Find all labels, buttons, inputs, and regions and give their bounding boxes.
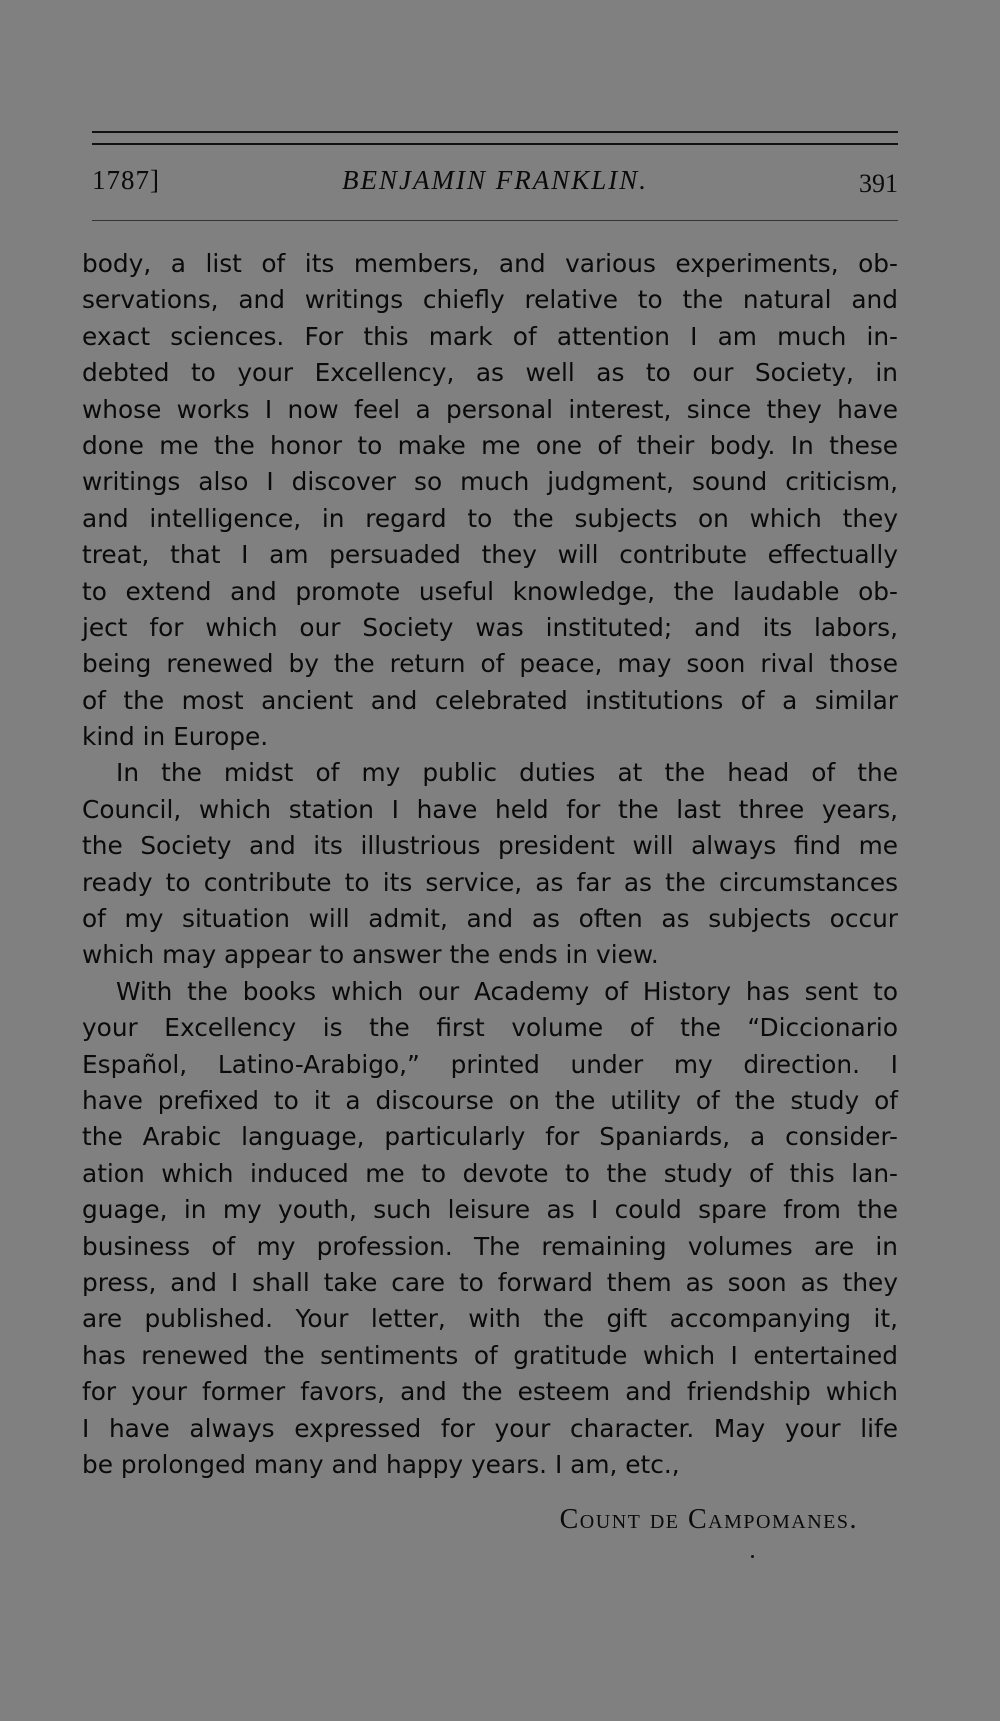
text-line: Council, which station I have held for the last three years, <box>82 794 898 824</box>
text-line: to extend and promote useful knowledge, the laudable ob- <box>82 576 898 606</box>
text-line: ject for which our Society was instituted; and its labors, <box>82 612 898 642</box>
text-line: I have always expressed for your character. May your life <box>82 1413 898 1443</box>
text-line: whose works I now feel a personal interest, since they have <box>82 394 898 424</box>
text-line: have prefixed to it a discourse on the utility of the study of <box>82 1085 898 1115</box>
text-line: the Society and its illustrious president will always find me <box>82 831 898 861</box>
signature: Count de Campomanes. <box>559 1504 858 1535</box>
running-head-title: BENJAMIN FRANKLIN. <box>342 165 648 195</box>
text-line: In the midst of my public duties at the head of the <box>116 758 898 788</box>
text-line: ready to contribute to its service, as far as the circumstances <box>82 867 898 897</box>
text-line: of my situation will admit, and as often as subjects occur <box>82 904 898 934</box>
text-line: be prolonged many and happy years. I am, etc., <box>82 1449 680 1479</box>
text-line: has renewed the sentiments of gratitude which I entertained <box>82 1340 898 1370</box>
text-line: Español, Latino-Arabigo,” printed under my direction. I <box>82 1049 898 1079</box>
text-line: guage, in my youth, such leisure as I could spare from the <box>82 1195 898 1225</box>
text-line: ation which induced me to devote to the study of this lan- <box>82 1158 898 1188</box>
text-line: writings also I discover so much judgment, sound criticism, <box>82 467 898 497</box>
text-line: being renewed by the return of peace, may soon rival those <box>82 649 898 679</box>
running-head-year: 1787] <box>92 165 160 195</box>
text-line: With the books which our Academy of History has sent to <box>116 976 898 1006</box>
header-rule-bottom <box>92 220 898 221</box>
header-rule-second <box>92 143 898 145</box>
text-line: kind in Europe. <box>82 722 269 752</box>
text-line: exact sciences. For this mark of attention I am much in- <box>82 321 898 351</box>
running-head <box>92 165 898 205</box>
text-line: of the most ancient and celebrated institutions of a similar <box>82 685 898 715</box>
text-line: business of my profession. The remaining volumes are in <box>82 1231 898 1261</box>
page-number: 391 <box>859 169 898 198</box>
text-line: your Excellency is the first volume of the “Diccionario <box>82 1013 898 1043</box>
text-line: done me the honor to make me one of their body. In these <box>82 430 898 460</box>
text-line: which may appear to answer the ends in view. <box>82 940 659 970</box>
text-line: debted to your Excellency, as well as to our Society, in <box>82 358 898 388</box>
header-rule-top <box>92 131 898 133</box>
letter-body <box>82 246 898 1483</box>
text-line: are published. Your letter, with the gift accompanying it, <box>82 1304 898 1334</box>
text-line: for your former favors, and the esteem and friendship which <box>82 1377 898 1407</box>
print-speck <box>751 1555 754 1558</box>
text-line: body, a list of its members, and various experiments, ob- <box>82 249 898 278</box>
text-line: the Arabic language, particularly for Spaniards, a consider- <box>82 1122 898 1152</box>
text-line: and intelligence, in regard to the subjects on which they <box>82 503 898 533</box>
text-line: treat, that I am persuaded they will contribute effectually <box>82 540 898 570</box>
text-line: servations, and writings chiefly relative to the natural and <box>82 285 898 315</box>
text-line: press, and I shall take care to forward them as soon as they <box>82 1267 898 1297</box>
